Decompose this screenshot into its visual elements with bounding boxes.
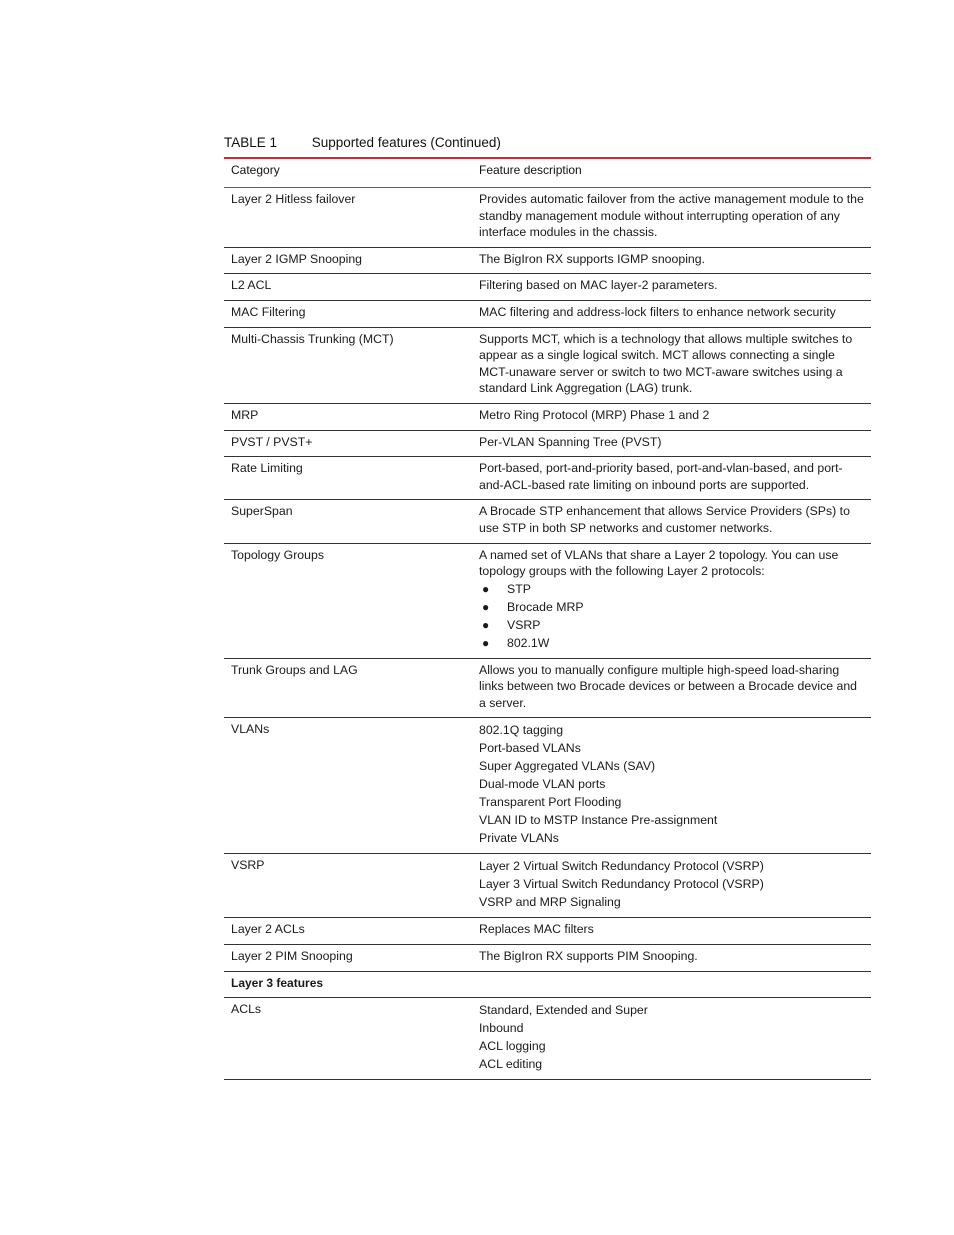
description-cell	[472, 972, 871, 998]
description-cell	[472, 188, 871, 247]
description-text: A Brocade STP enhancement that allows Service Providers (SPs) to use STP in both SP networks and customer networks.	[479, 504, 850, 535]
description-cell	[472, 854, 871, 917]
bullet-text: 802.1W	[507, 635, 550, 650]
description-line: Standard, Extended and Super	[479, 1003, 648, 1018]
description-cell	[472, 718, 871, 853]
description-text: Per-VLAN Spanning Tree (PVST)	[479, 434, 662, 449]
table-row	[224, 404, 871, 431]
description-text: A named set of VLANs that share a Layer 2 topology. You can use topology groups with the following Layer 2 protocols:	[479, 547, 839, 579]
description-text: Metro Ring Protocol (MRP) Phase 1 and 2	[479, 407, 710, 422]
column-header-category: Category	[231, 163, 280, 177]
description-text: The BigIron RX supports IGMP snooping.	[479, 251, 706, 266]
supported-features-table	[224, 157, 871, 1080]
bullet-icon: ●	[482, 617, 490, 632]
description-cell	[472, 431, 871, 457]
table-row	[224, 998, 871, 1080]
description-line: Private VLANs	[479, 831, 559, 846]
column-header-description: Feature description	[479, 163, 582, 177]
description-line: Super Aggregated VLANs (SAV)	[479, 759, 656, 774]
table-row	[224, 945, 871, 972]
description-cell	[472, 328, 871, 403]
description-cell	[472, 918, 871, 944]
description-line: Inbound	[479, 1021, 524, 1036]
description-cell	[472, 457, 871, 499]
category-cell: Topology Groups	[231, 547, 324, 562]
category-cell: Layer 2 PIM Snooping	[231, 949, 353, 964]
category-cell: SuperSpan	[231, 504, 293, 519]
section-row	[224, 972, 871, 999]
description-cell	[472, 998, 871, 1079]
bullet-item	[479, 634, 865, 652]
bullet-item	[479, 598, 865, 616]
category-cell: MAC Filtering	[231, 304, 306, 319]
category-cell: L2 ACL	[231, 278, 272, 293]
category-cell: VSRP	[231, 858, 265, 873]
description-cell	[472, 248, 871, 274]
description-line: ACL logging	[479, 1039, 546, 1054]
category-cell: Layer 2 IGMP Snooping	[231, 251, 363, 266]
description-line: Transparent Port Flooding	[479, 795, 622, 810]
table-number: TABLE 1	[224, 135, 278, 150]
bullet-text: STP	[507, 581, 531, 596]
bullet-icon: ●	[482, 581, 490, 596]
description-text: Port-based, port-and-priority based, port-and-vlan-based, and port-and-ACL-based rate limiting on inbound ports are supported.	[479, 461, 843, 492]
description-cell	[472, 404, 871, 430]
description-cell	[472, 544, 871, 658]
table-row	[224, 188, 871, 248]
table-row	[224, 918, 871, 945]
description-cell	[472, 301, 871, 327]
table-row	[224, 431, 871, 458]
table-row	[224, 301, 871, 328]
description-text: Supports MCT, which is a technology that allows multiple switches to appear as a single logical switch. MCT allows connecting a single MCT-unaware server or switch to two MCT-aware switches using a standard Link Aggregation (LAG) trunk.	[479, 331, 853, 396]
description-text: Allows you to manually configure multiple high-speed load-sharing links between two Brocade devices or between a Brocade device and a server.	[479, 662, 858, 710]
description-line: Port-based VLANs	[479, 741, 581, 756]
description-cell	[472, 500, 871, 542]
category-cell: Rate Limiting	[231, 461, 303, 476]
category-cell: VLANs	[231, 722, 270, 737]
table-title: Supported features (Continued)	[311, 135, 501, 150]
description-cell	[472, 274, 871, 300]
section-heading: Layer 3 features	[231, 975, 324, 990]
category-cell: MRP	[231, 407, 259, 422]
category-cell: Layer 2 Hitless failover	[231, 192, 356, 206]
table-row	[224, 659, 871, 719]
category-cell: Trunk Groups and LAG	[231, 662, 358, 677]
description-cell	[472, 945, 871, 971]
description-line: VLAN ID to MSTP Instance Pre-assignment	[479, 813, 718, 828]
description-line: ACL editing	[479, 1057, 543, 1072]
description-text: Replaces MAC filters	[479, 922, 594, 937]
description-text: The BigIron RX supports PIM Snooping.	[479, 949, 698, 964]
description-text: Filtering based on MAC layer-2 parameters.	[479, 278, 718, 293]
table-row	[224, 718, 871, 854]
bullet-text: VSRP	[507, 617, 541, 632]
description-line: VSRP and MRP Signaling	[479, 895, 621, 910]
table-row	[224, 328, 871, 404]
bullet-icon: ●	[482, 599, 490, 614]
category-cell: Layer 2 ACLs	[231, 922, 305, 937]
table-header-row	[224, 159, 871, 188]
description-text: Provides automatic failover from the active management module to the standby management module without interrupting operation of any interface modules in the chassis.	[479, 192, 864, 240]
description-line: Layer 2 Virtual Switch Redundancy Protocol (VSRP)	[479, 859, 764, 874]
table-row	[224, 248, 871, 275]
bullet-item	[479, 616, 865, 634]
description-text: MAC filtering and address-lock filters to enhance network security	[479, 304, 836, 319]
description-line: Dual-mode VLAN ports	[479, 777, 606, 792]
bullet-icon: ●	[482, 635, 490, 650]
description-cell	[472, 659, 871, 718]
table-row	[224, 457, 871, 500]
category-cell: Multi-Chassis Trunking (MCT)	[231, 331, 394, 346]
table-row	[224, 500, 871, 543]
table-row	[224, 274, 871, 301]
table-row	[224, 854, 871, 918]
category-cell: PVST / PVST+	[231, 434, 313, 449]
table-caption	[224, 135, 871, 150]
description-line: 802.1Q tagging	[479, 723, 564, 738]
category-cell: ACLs	[231, 1002, 262, 1017]
description-line: Layer 3 Virtual Switch Redundancy Protocol (VSRP)	[479, 877, 764, 892]
bullet-item	[479, 580, 865, 598]
table-row	[224, 544, 871, 659]
bullet-text: Brocade MRP	[507, 599, 584, 614]
